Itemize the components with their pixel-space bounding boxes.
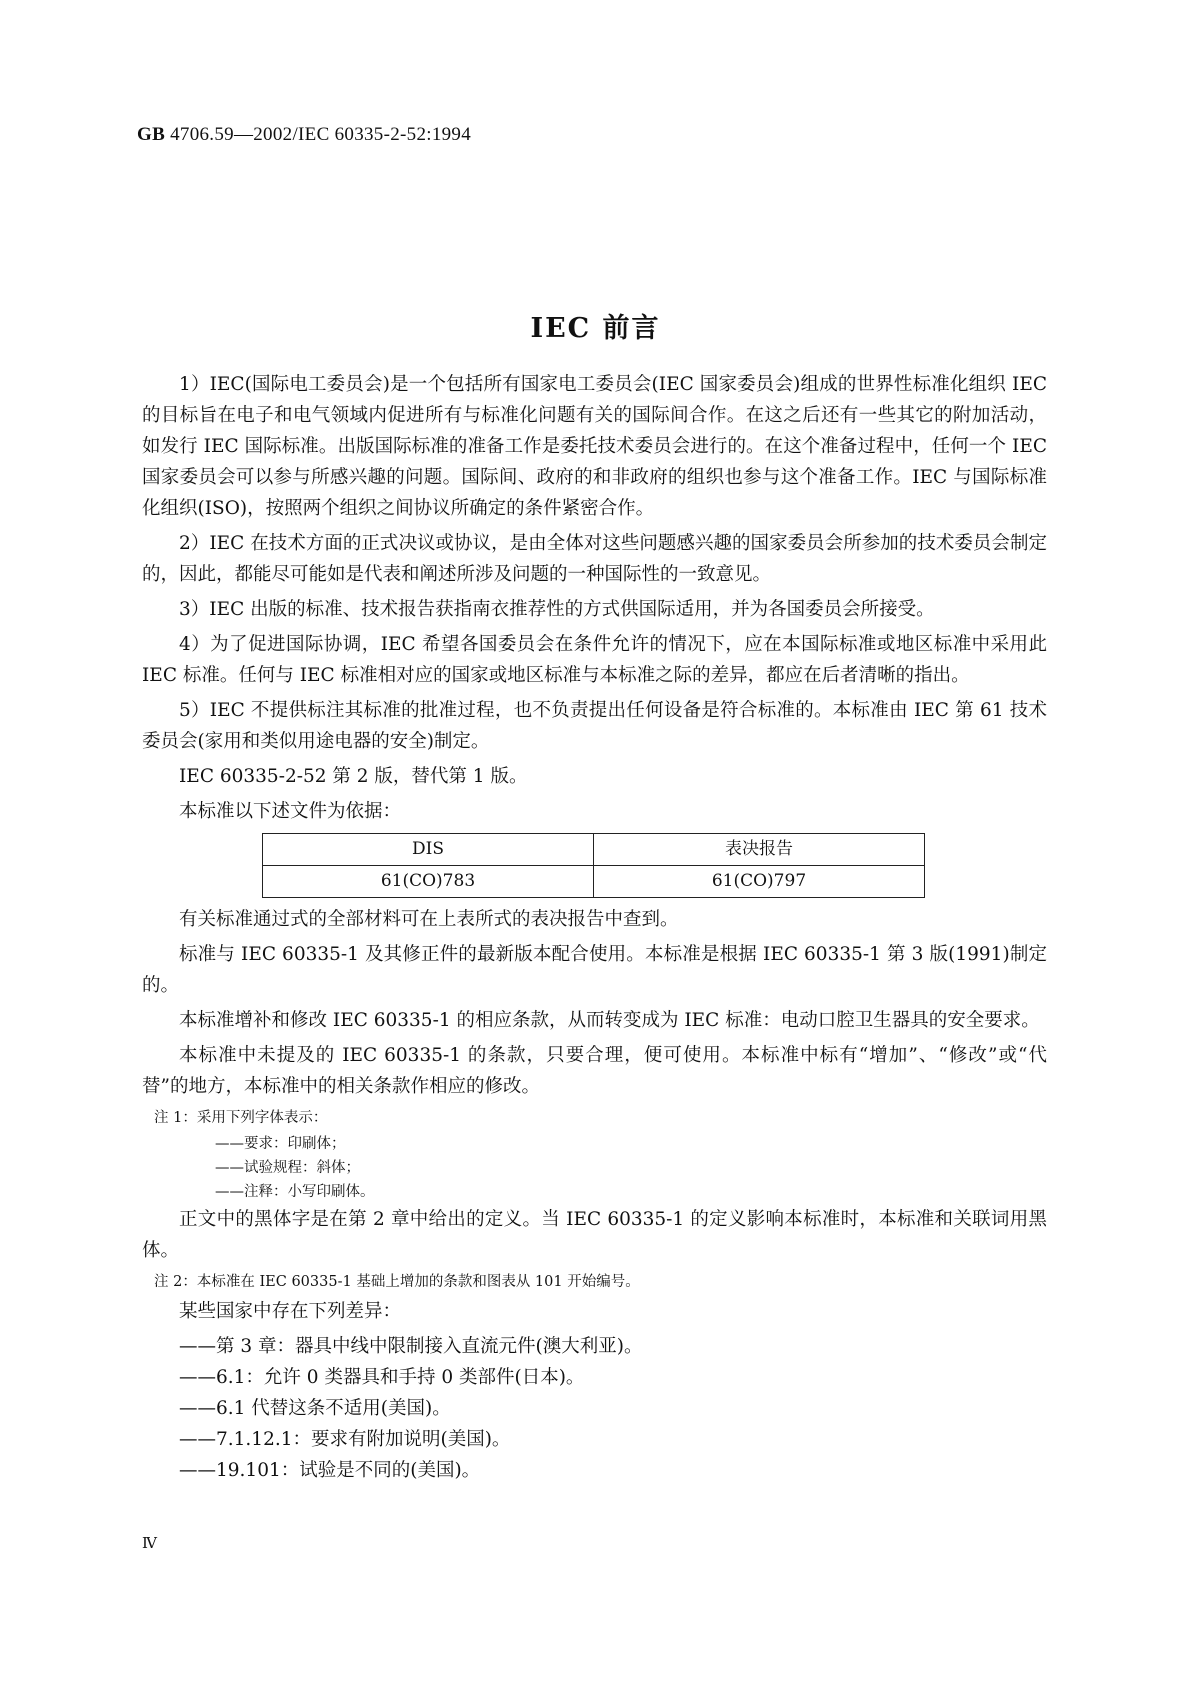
paragraph-13: 某些国家中存在下列差异： — [179, 1301, 402, 1322]
table-cell: 61(CO)797 — [594, 866, 925, 898]
note-1-title: 注 1：采用下列字体表示： — [154, 1110, 328, 1126]
table-header-cell: 表决报告 — [594, 834, 925, 866]
paragraph-4: 4）为了促进国际协调，IEC 希望各国委员会在条件允许的情况下，应在本国际标准或地区标准中采用此 IEC 标准。任何与 IEC 标准相对应的国家或地区标准与本标准之际的差异，都应在后者清晰的指出。 — [142, 634, 1047, 686]
table-row — [263, 866, 925, 898]
paragraph-5: 5）IEC 不提供标注其标准的批准过程，也不负责提出任何设备是符合标准的。本标准由 IEC 第 61 技术委员会(家用和类似用途电器的安全)制定。 — [142, 700, 1047, 752]
paragraph-2: 2）IEC 在技术方面的正式决议或协议，是由全体对这些问题感兴趣的国家委员会所参加的技术委员会制定的，因此，都能尽可能如是代表和阐述所涉及问题的一种国际性的一致意见。 — [142, 533, 1047, 585]
page-title: IEC 前言 — [530, 313, 661, 344]
paragraph-3: 3）IEC 出版的标准、技术报告获指南衣推荐性的方式供国际适用，并为各国委员会所接受。 — [179, 599, 935, 620]
document-body — [142, 369, 1047, 1486]
table-cell: 61(CO)783 — [263, 866, 594, 898]
difference-item: ——第 3 章：器具中线中限制接入直流元件(澳大利亚)。 — [179, 1336, 643, 1357]
paragraph-11: 本标准中未提及的 IEC 60335-1 的条款，只要合理，便可使用。本标准中标有“增加”、“修改”或“代替”的地方，本标准中的相关条款作相应的修改。 — [142, 1045, 1047, 1097]
header-prefix: GB — [137, 124, 166, 145]
paragraph-1: 1）IEC(国际电工委员会)是一个包括所有国家电工委员会(IEC 国家委员会)组成的世界性标准化组织 IEC 的目标旨在电子和电气领域内促进所有与标准化问题有关的国际间合作。在这之后还有一些其它的附加活动，如发行 IEC 国际标准。出版国际标准的准备工作是委托技术委员会进行的。在这个准备过程中，任何一个 IEC 国家委员会可以参与所感兴趣的问题。国际间、政府的和非政府的组织也参与这个准备工作。IEC 与国际标准化组织(ISO)，按照两个组织之间协议所确定的条件紧密合作。 — [142, 374, 1047, 519]
basis-documents-table — [262, 833, 925, 898]
paragraph-6: IEC 60335-2-52 第 2 版，替代第 1 版。 — [179, 766, 528, 787]
paragraph-7: 本标准以下述文件为依据： — [179, 801, 402, 822]
paragraph-8: 有关标准通过式的全部材料可在上表所式的表决报告中查到。 — [179, 909, 679, 930]
table-header-cell: DIS — [263, 834, 594, 866]
paragraph-10: 本标准增补和修改 IEC 60335-1 的相应条款，从而转变成为 IEC 标准：电动口腔卫生器具的安全要求。 — [179, 1010, 1040, 1031]
note-1-item: ——要求：印刷体； — [215, 1136, 346, 1152]
header-standard-number: 4706.59—2002/IEC 60335-2-52:1994 — [165, 124, 472, 145]
paragraph-12: 正文中的黑体字是在第 2 章中给出的定义。当 IEC 60335-1 的定义影响本标准时，本标准和关联词用黑体。 — [142, 1209, 1047, 1261]
page-number: Ⅳ — [142, 1534, 157, 1552]
document-header — [137, 124, 471, 146]
paragraph-9: 标准与 IEC 60335-1 及其修正件的最新版本配合使用。本标准是根据 IEC 60335-1 第 3 版(1991)制定的。 — [142, 944, 1047, 996]
note-1-item: ——注释：小写印刷体。 — [215, 1184, 375, 1200]
note-2: 注 2：本标准在 IEC 60335-1 基础上增加的条款和图表从 101 开始编号。 — [154, 1274, 640, 1290]
difference-item: ——6.1：允许 0 类器具和手持 0 类部件(日本)。 — [179, 1367, 585, 1388]
table-header-row — [263, 834, 925, 866]
difference-item: ——6.1 代替这条不适用(美国)。 — [179, 1398, 451, 1419]
difference-item: ——19.101：试验是不同的(美国)。 — [179, 1460, 481, 1481]
difference-item: ——7.1.12.1：要求有附加说明(美国)。 — [179, 1429, 511, 1450]
note-1-item: ——试验规程：斜体； — [215, 1160, 360, 1176]
